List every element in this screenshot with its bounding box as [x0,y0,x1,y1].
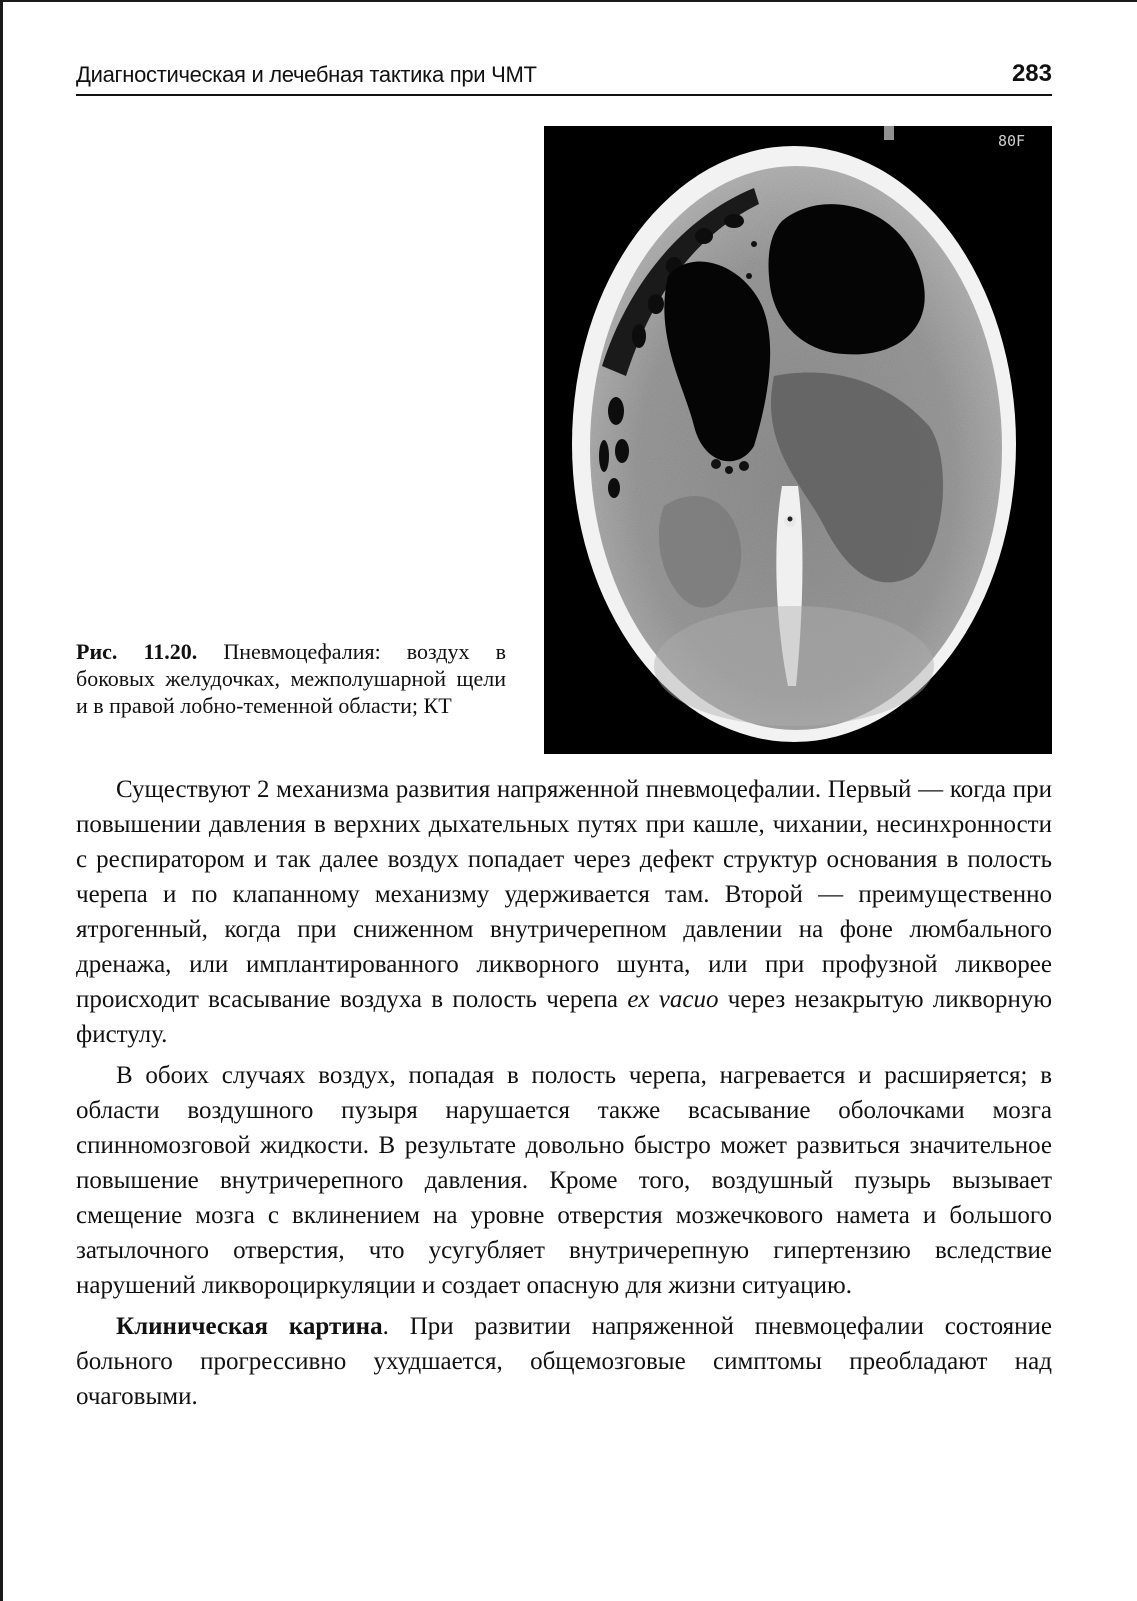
ct-scan-figure [544,126,1052,754]
ct-scan-image [544,126,1052,754]
body-text [76,772,1052,1420]
paragraph-3-lead: Клиническая картина [116,1313,383,1340]
caption-label: Рис. 11.20. [76,639,198,664]
caption-text: Пневмоцефалия: воздух в боковых желудочках, межполушарной щели и в правой лобно-теменной области; КТ [76,639,507,718]
running-title: Диагностическая и лечебная тактика при ЧМТ [76,62,537,87]
paragraph-1-text-a: Существуют 2 механизма развития напряженной пневмоцефалии. Первый — когда при повышении давления в верхних дыхательных путях при кашле, чихании, несинхронности с респиратором и так далее воздух попадает через дефект структур основания в полость черепа и по клапанному механизму удерживается там. Второй — преимущественно ятрогенный, когда при сниженном внутричерепном давлении на фоне люмбального дренажа, или имплантированного ликворного шунта, или при профузной ликворее происходит всасывание воздуха в полость черепа [76,776,1052,1013]
figure-caption [76,638,506,719]
scan-overlay-label: 80F [998,132,1026,150]
paragraph-3 [76,1309,1052,1414]
paragraph-1 [76,772,1052,1052]
paragraph-1-latin-term: ex vacuo [627,986,719,1013]
running-header [76,60,1052,96]
paragraph-2: В обоих случаях воздух, попадая в полость черепа, нагревается и расширяется; в области воздушного пузыря нарушается также всасывание оболочками мозга спинномозговой жидкости. В результате довольно быстро может развиться значительное повышение внутричерепного давления. Кроме того, воздушный пузырь вызывает смещение мозга с вклинением на уровне отверстия мозжечкового намета и большого затылочного отверстия, что усугубляет внутричерепную гипертензию вследствие нарушений ликвороциркуляции и создает опасную для жизни ситуацию. [76,1062,1052,1299]
page-number: 283 [1011,60,1052,87]
paragraph-3-text: . При развитии напряженной пневмоцефалии состояние больного прогрессивно ухудшается, общемозговые симптомы преобладают над очаговыми. [76,1313,1053,1410]
page-border-left [0,0,3,1601]
paragraph-1-text-b: через незакрытую ликворную фистулу. [76,986,1052,1048]
page-border-top [0,0,1137,2]
